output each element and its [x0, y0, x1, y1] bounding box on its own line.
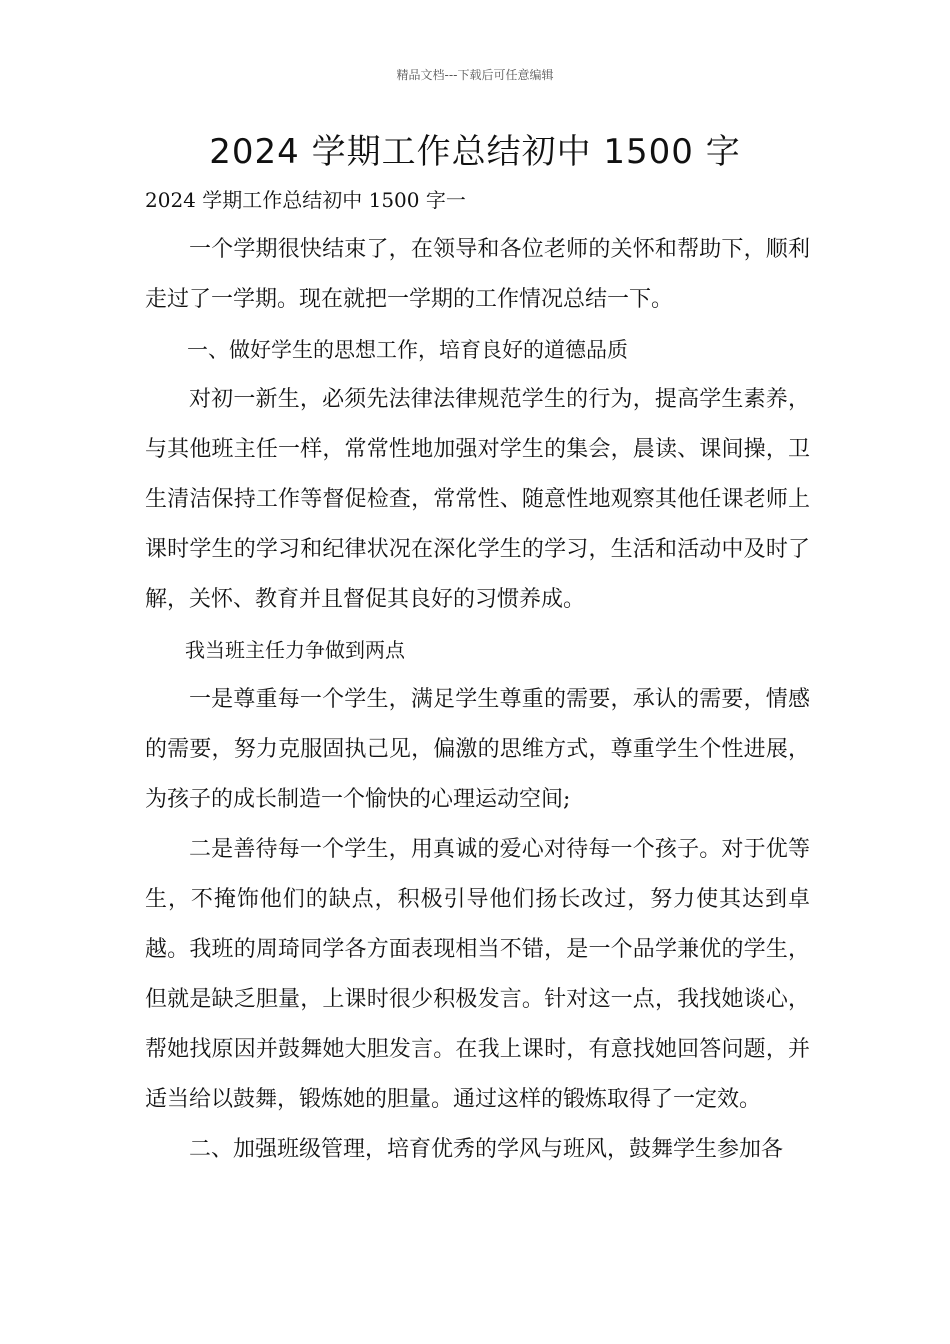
paragraph-intro: 一个学期很快结束了，在领导和各位老师的关怀和帮助下，顺利走过了一学期。现在就把一学期的工作情况总结一下。 [145, 237, 810, 312]
paragraph-two-points: 我当班主任力争做到两点 [185, 638, 405, 662]
section-heading-1: 一、做好学生的思想工作，培育良好的道德品质 [187, 338, 628, 362]
paragraph-kindness: 二是善待每一个学生，用真诚的爱心对待每一个孩子。对于优等生，不掩饰他们的缺点，积极引导他们扬长改过，努力使其达到卓越。我班的周琦同学各方面表现相当不错，是一个品学兼优的学生，但就是缺乏胆量，上课时很少积极发言。针对这一点，我找她谈心，帮她找原因并鼓舞她大胆发言。在我上课时，有意找她回答问题，并适当给以鼓舞，锻炼她的胆量。通过这样的锻炼取得了一定效。 [145, 837, 810, 1112]
page-header: 精品文档---下载后可任意编辑 [396, 68, 554, 82]
paragraph-freshmen: 对初一新生，必须先法律法律规范学生的行为，提高学生素养，与其他班主任一样，常常性地加强对学生的集会，晨读、课间操，卫生清洁保持工作等督促检查，常常性、随意性地观察其他任课老师上课时学生的学习和纪律状况在深化学生的学习，生活和活动中及时了解，关怀、教育并且督促其良好的习惯养成。 [145, 387, 810, 612]
section-heading-2: 二、加强班级管理，培育优秀的学风与班风，鼓舞学生参加各 [189, 1137, 784, 1162]
document-body [145, 225, 810, 1175]
document-subtitle: 2024 学期工作总结初中 1500 字一 [145, 188, 466, 212]
paragraph-respect: 一是尊重每一个学生，满足学生尊重的需要，承认的需要，情感的需要，努力克服固执己见，偏激的思维方式，尊重学生个性进展，为孩子的成长制造一个愉快的心理运动空间; [145, 687, 810, 812]
document-title: 2024 学期工作总结初中 1500 字 [209, 132, 741, 172]
